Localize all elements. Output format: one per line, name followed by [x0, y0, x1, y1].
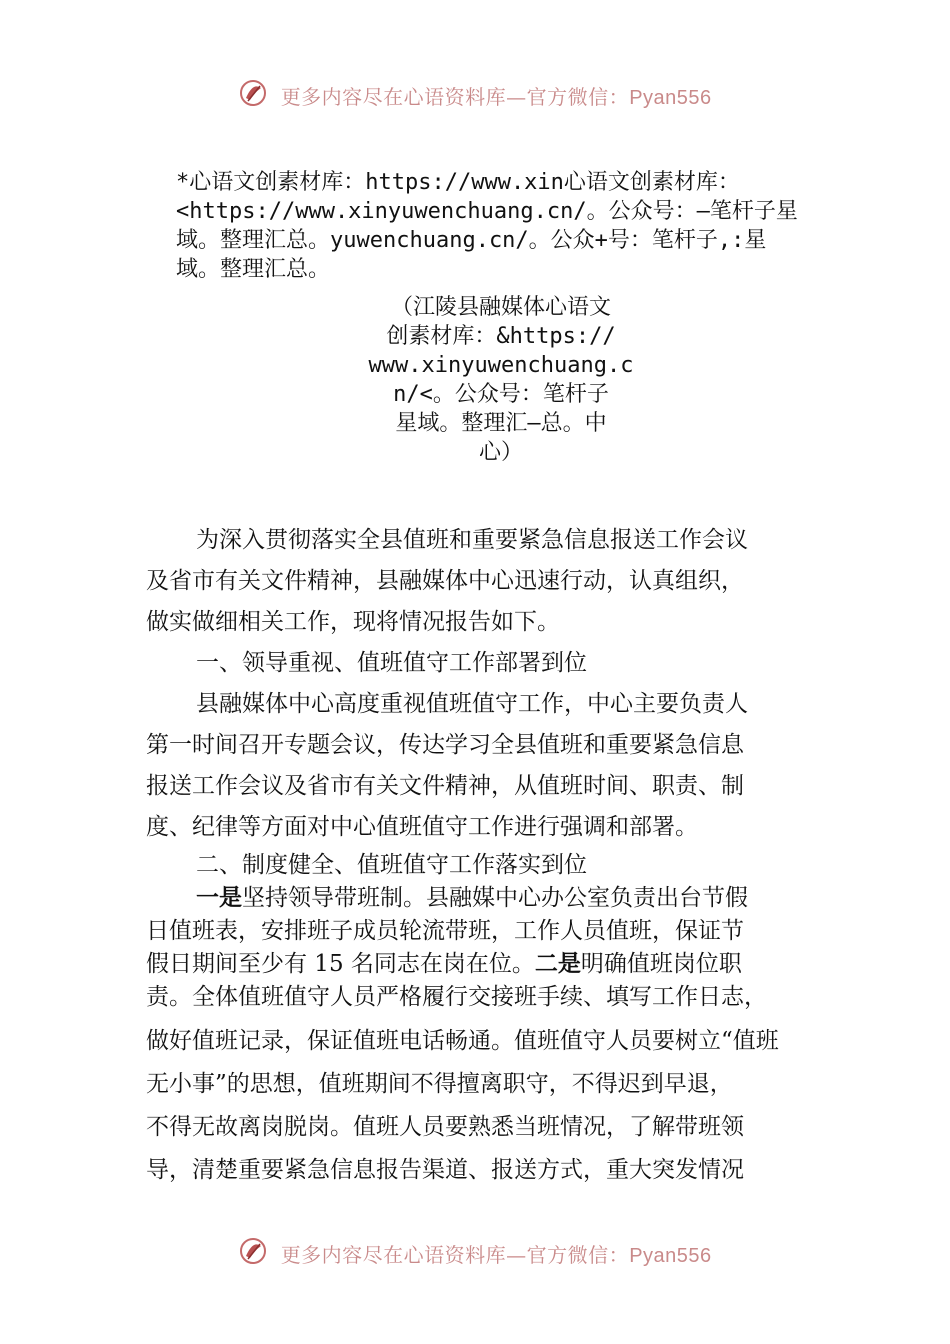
section2-line: 导，清楚重要紧急信息报告渠道、报送方式，重大突发情况 [146, 1157, 744, 1183]
author-line: www.xinyuwenchuang.c [368, 353, 634, 378]
section2-line: 日值班表，安排班子成员轮流带班，工作人员值班，保证节 [146, 918, 744, 944]
author-block [356, 293, 646, 467]
author-line: 心） [478, 440, 523, 465]
author-line: n/<。公众号：笔杆子 [393, 382, 609, 407]
watermark-header [0, 78, 950, 113]
watermark-text: 更多内容尽在心语资料库—官方微信： [280, 85, 630, 109]
notice-line: 域。整理汇总。yuwenchuang.cn/。公众+号：笔杆子,:星 [176, 228, 767, 253]
notice-line: <https://www.xinyuwenchuang.cn/。公众号：—笔杆子星 [176, 199, 798, 224]
intro-line: 做实做细相关工作，现将情况报告如下。 [146, 609, 560, 635]
section2-heading: 二、制度健全、值班值守工作落实到位 [196, 852, 587, 878]
section2-line: 责。全体值班值守人员严格履行交接班手续、填写工作日志， [146, 984, 767, 1010]
section1-line: 报送工作会议及省市有关文件精神，从值班时间、职责、制 [146, 773, 744, 799]
author-line: （江陵县融媒体心语文 [390, 295, 611, 320]
intro-line: 及省市有关文件精神，县融媒体中心迅速行动，认真组织， [146, 568, 744, 594]
watermark-handle: Pyan556 [629, 1245, 712, 1267]
body-section-intro [146, 520, 826, 848]
watermark-handle: Pyan556 [629, 87, 712, 109]
notice-line: *心语文创素材库：https://www.xin心语文创素材库： [176, 170, 740, 195]
section1-line: 度、纪律等方面对中心值班值守工作进行强调和部署。 [146, 814, 698, 840]
bold-marker: 二是 [534, 951, 581, 977]
watermark-text: 更多内容尽在心语资料库—官方微信： [280, 1243, 630, 1267]
notice-line: 域。整理汇总。 [176, 257, 331, 282]
body-section-two-continued [146, 1020, 826, 1192]
section2-line: 无小事”的思想，值班期间不得擅离职守，不得迟到早退， [146, 1071, 733, 1097]
author-line: 星域。整理汇—总。中 [395, 411, 607, 436]
body-section-two [146, 849, 826, 1014]
watermark-logo-icon [238, 1236, 268, 1271]
watermark-footer [0, 1236, 950, 1271]
section2-line: 不得无故离岗脱岗。值班人员要熟悉当班情况，了解带班领 [146, 1114, 744, 1140]
intro-line: 为深入贯彻落实全县值班和重要紧急信息报送工作会议 [196, 527, 748, 553]
section1-line: 第一时间召开专题会议，传达学习全县值班和重要紧急信息 [146, 732, 744, 758]
header-notice [176, 168, 836, 284]
section2-line: 一是坚持领导带班制。县融媒中心办公室负责出台节假 [196, 885, 748, 911]
author-line: 创素材库：&https:// [386, 324, 616, 349]
section1-line: 县融媒体中心高度重视值班值守工作，中心主要负责人 [196, 691, 748, 717]
section1-heading: 一、领导重视、值班值守工作部署到位 [196, 650, 587, 676]
watermark-logo-icon [238, 78, 268, 113]
section2-line: 假日期间至少有 15 名同志在岗在位。二是明确值班岗位职 [146, 951, 742, 977]
section2-line: 做好值班记录，保证值班电话畅通。值班值守人员要树立“值班 [146, 1028, 779, 1054]
bold-marker: 一是 [196, 885, 242, 911]
